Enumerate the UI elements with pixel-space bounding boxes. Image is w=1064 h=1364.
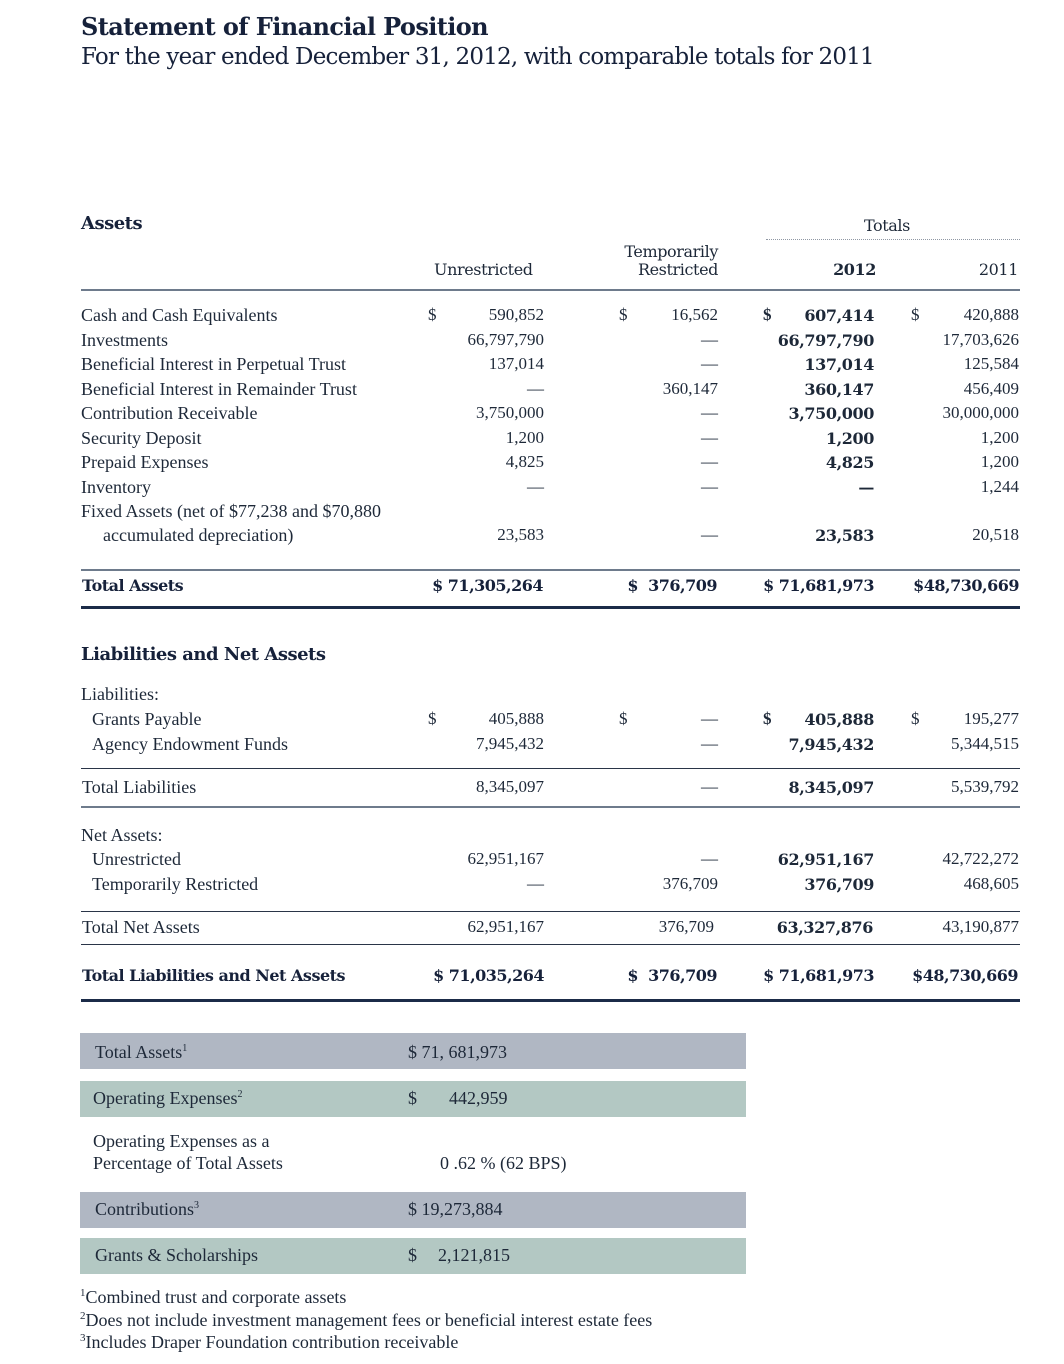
total-assets-2011: $48,730,669 bbox=[913, 576, 1019, 595]
page-subtitle: For the year ended December 31, 2012, with comparable totals for 2011 bbox=[81, 44, 874, 70]
dollar-sign: $ bbox=[911, 709, 920, 728]
total-2011-value: 420,888 bbox=[963, 305, 1019, 324]
dollar-sign: $ bbox=[428, 709, 437, 728]
temp-restricted-value: — bbox=[701, 354, 718, 373]
unrestricted-value: 62,951,167 bbox=[467, 849, 544, 868]
summary-grants-scholarships bbox=[80, 1238, 746, 1274]
total-2012-value: 4,825 bbox=[825, 453, 874, 472]
totals-column-group-header: Totals bbox=[864, 216, 910, 235]
total-liab-net-2012: $ 71,681,973 bbox=[763, 966, 874, 985]
total-assets-unrestricted: $ 71,305,264 bbox=[432, 576, 543, 595]
summary-label: Contributions$^3$ bbox=[95, 1199, 200, 1219]
temp-restricted-value: 376,709 bbox=[662, 874, 718, 893]
total-liabilities-2011: 5,539,792 bbox=[951, 777, 1019, 796]
page-title: Statement of Financial Position bbox=[81, 12, 489, 41]
temp-restricted-value: — bbox=[701, 525, 718, 544]
summary-label: Grants & Scholarships bbox=[95, 1245, 258, 1265]
unrestricted-value: 590,852 bbox=[488, 305, 544, 324]
total-2011-value: 195,277 bbox=[963, 709, 1019, 728]
total-2012-value: 66,797,790 bbox=[777, 331, 874, 350]
summary-label: Total Assets$^1$ bbox=[95, 1042, 188, 1062]
total-2011-value: 5,344,515 bbox=[951, 734, 1019, 753]
dollar-sign: $ bbox=[619, 305, 628, 324]
total-net-assets-label: Total Net Assets bbox=[82, 917, 200, 937]
row-label: Fixed Assets (net of $77,238 and $70,880 bbox=[81, 501, 381, 521]
liabilities-net-assets-heading: Liabilities and Net Assets bbox=[81, 644, 326, 665]
summary-total-assets bbox=[80, 1033, 746, 1069]
row-label: Security Deposit bbox=[81, 428, 202, 448]
unrestricted-value: 137,014 bbox=[488, 354, 544, 373]
dollar-sign: $ bbox=[763, 305, 772, 324]
total-liab-net-2011: $48,730,669 bbox=[912, 966, 1018, 985]
total-2012-value: 405,888 bbox=[804, 710, 874, 729]
total-assets-temp-restricted: $ 376,709 bbox=[627, 576, 717, 595]
unrestricted-value: — bbox=[527, 874, 544, 893]
row-label: Investments bbox=[81, 330, 168, 350]
temp-restricted-value: — bbox=[701, 403, 718, 422]
header-line-2: Restricted bbox=[637, 260, 718, 279]
temp-restricted-value: — bbox=[701, 428, 718, 447]
row-label: Beneficial Interest in Remainder Trust bbox=[81, 379, 357, 399]
total-liab-net-bottom-rule bbox=[81, 999, 1020, 1002]
footnote-1: $^1$Combined trust and corporate assets bbox=[80, 1287, 347, 1307]
total-assets-label: Total Assets bbox=[82, 576, 184, 595]
row-label: Contribution Receivable bbox=[81, 403, 258, 423]
total-2011-value: 125,584 bbox=[963, 354, 1019, 373]
total-2012-value: 360,147 bbox=[804, 380, 874, 399]
temporarily-restricted-column-header bbox=[624, 243, 718, 279]
dollar-sign: $ bbox=[428, 305, 437, 324]
total-2011-value: 42,722,272 bbox=[942, 849, 1019, 868]
total-liabilities-2012: 8,345,097 bbox=[788, 778, 874, 797]
header-line-1: Temporarily bbox=[624, 242, 718, 261]
summary-value: $ 19,273,884 bbox=[408, 1199, 503, 1219]
unrestricted-value: 66,797,790 bbox=[467, 330, 544, 349]
total-liabilities-unrestricted: 8,345,097 bbox=[476, 777, 544, 796]
row-label: Agency Endowment Funds bbox=[92, 734, 288, 754]
total-net-assets-top-rule bbox=[81, 911, 1020, 912]
total-assets-bottom-rule bbox=[81, 606, 1020, 609]
total-2012-value: 23,583 bbox=[815, 526, 874, 545]
unrestricted-value: — bbox=[527, 379, 544, 398]
unrestricted-value: — bbox=[527, 477, 544, 496]
temp-restricted-value: — bbox=[701, 330, 718, 349]
total-liabilities-top-rule bbox=[81, 768, 1020, 769]
total-liab-net-label: Total Liabilities and Net Assets bbox=[82, 966, 346, 985]
assets-heading: Assets bbox=[81, 213, 143, 234]
total-2011-value: 468,605 bbox=[963, 874, 1019, 893]
row-label: Unrestricted bbox=[92, 849, 181, 869]
unrestricted-value: 7,945,432 bbox=[476, 734, 544, 753]
total-2011-value: 456,409 bbox=[963, 379, 1019, 398]
total-assets-top-rule bbox=[81, 569, 1020, 571]
total-2011-value: 17,703,626 bbox=[942, 330, 1019, 349]
summary-value: $ 71, 681,973 bbox=[408, 1042, 507, 1062]
summary-dollar: $ bbox=[408, 1245, 417, 1265]
temp-restricted-value: — bbox=[701, 452, 718, 471]
total-net-assets-temp-restricted: 376,709 bbox=[658, 917, 714, 936]
temp-restricted-value: — bbox=[701, 709, 718, 728]
summary-value: 0 .62 % (62 BPS) bbox=[440, 1153, 567, 1173]
year-2012-column-header: 2012 bbox=[833, 260, 876, 279]
summary-value: 2,121,815 bbox=[438, 1245, 510, 1265]
row-label: Cash and Cash Equivalents bbox=[81, 305, 278, 325]
dollar-sign: $ bbox=[911, 305, 920, 324]
total-net-assets-2011: 43,190,877 bbox=[942, 917, 1019, 936]
unrestricted-value: 1,200 bbox=[505, 428, 544, 447]
temp-restricted-value: 360,147 bbox=[662, 379, 718, 398]
summary-label: Operating Expenses$^2$ bbox=[93, 1088, 243, 1108]
liabilities-subheading: Liabilities: bbox=[81, 684, 159, 704]
summary-label-line-1: Operating Expenses as a bbox=[93, 1131, 270, 1151]
summary-label-line-2: Percentage of Total Assets bbox=[93, 1153, 283, 1173]
total-2011-value: 1,244 bbox=[980, 477, 1019, 496]
total-2012-value: 1,200 bbox=[825, 429, 874, 448]
temp-restricted-value: — bbox=[701, 477, 718, 496]
total-liab-net-temp-restricted: $ 376,709 bbox=[627, 966, 717, 985]
total-2012-value: 607,414 bbox=[804, 306, 874, 325]
total-net-assets-bottom-rule bbox=[81, 944, 1020, 945]
totals-dotted-divider bbox=[766, 239, 1020, 240]
total-assets-2012: $ 71,681,973 bbox=[763, 576, 874, 595]
row-label: Inventory bbox=[81, 477, 151, 497]
total-liabilities-label: Total Liabilities bbox=[82, 777, 197, 797]
total-2012-value: 376,709 bbox=[804, 875, 874, 894]
header-divider bbox=[81, 289, 1020, 291]
temp-restricted-value: 16,562 bbox=[671, 305, 718, 324]
total-liab-net-unrestricted: $ 71,035,264 bbox=[433, 966, 544, 985]
unrestricted-value: 3,750,000 bbox=[476, 403, 544, 422]
dollar-sign: $ bbox=[619, 709, 628, 728]
total-liabilities-bottom-rule bbox=[81, 806, 1020, 808]
summary-contributions bbox=[80, 1192, 746, 1228]
summary-value: 442,959 bbox=[449, 1088, 508, 1108]
total-net-assets-2012: 63,327,876 bbox=[776, 918, 873, 937]
total-2012-value: 137,014 bbox=[804, 355, 874, 374]
row-label-continued: accumulated depreciation) bbox=[103, 525, 294, 545]
total-net-assets-unrestricted: 62,951,167 bbox=[467, 917, 544, 936]
row-label: Prepaid Expenses bbox=[81, 452, 209, 472]
summary-opex-percentage bbox=[80, 1131, 746, 1181]
row-label: Grants Payable bbox=[92, 709, 202, 729]
total-2011-value: 30,000,000 bbox=[942, 403, 1019, 422]
footnote-3: $^3$Includes Draper Foundation contribution receivable bbox=[80, 1332, 459, 1352]
total-2012-value: 3,750,000 bbox=[788, 404, 874, 423]
unrestricted-value: 23,583 bbox=[497, 525, 544, 544]
total-2011-value: 1,200 bbox=[980, 452, 1019, 471]
total-2011-value: 1,200 bbox=[980, 428, 1019, 447]
dollar-sign: $ bbox=[763, 709, 772, 728]
footnote-2: $^2$Does not include investment management fees or beneficial interest estate fees bbox=[80, 1310, 653, 1330]
summary-dollar: $ bbox=[408, 1088, 417, 1108]
row-label: Temporarily Restricted bbox=[92, 874, 259, 894]
total-2011-value: 20,518 bbox=[972, 525, 1019, 544]
temp-restricted-value: — bbox=[701, 734, 718, 753]
net-assets-subheading: Net Assets: bbox=[81, 825, 163, 845]
summary-operating-expenses bbox=[80, 1081, 746, 1117]
row-label: Beneficial Interest in Perpetual Trust bbox=[81, 354, 346, 374]
total-2012-value: — bbox=[858, 478, 874, 497]
total-liabilities-temp-restricted: — bbox=[701, 777, 718, 796]
unrestricted-value: 4,825 bbox=[505, 452, 544, 471]
unrestricted-column-header: Unrestricted bbox=[434, 260, 533, 279]
temp-restricted-value: — bbox=[701, 849, 718, 868]
total-2012-value: 7,945,432 bbox=[788, 735, 874, 754]
unrestricted-value: 405,888 bbox=[488, 709, 544, 728]
total-2012-value: 62,951,167 bbox=[777, 850, 874, 869]
year-2011-column-header: 2011 bbox=[978, 260, 1018, 279]
